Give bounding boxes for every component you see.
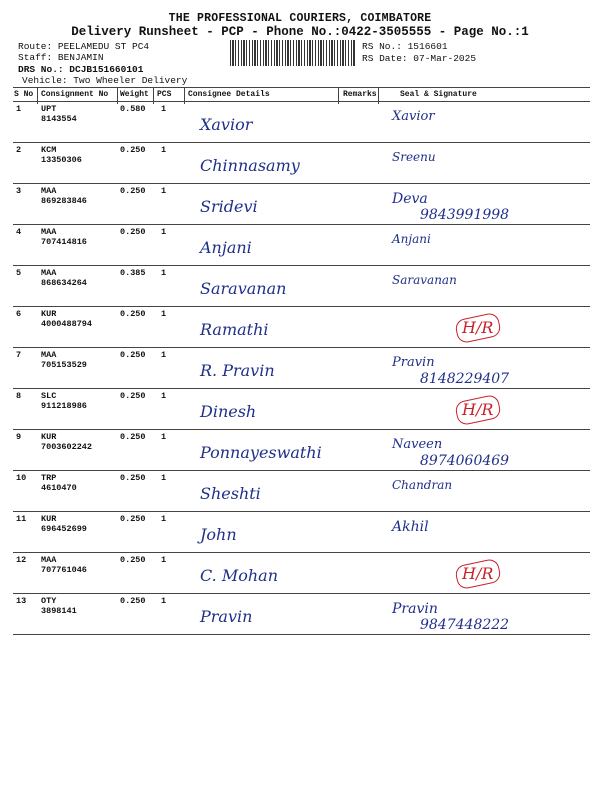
col-pcs: PCS — [157, 90, 172, 99]
consignee-handwritten-name: Pravin — [200, 607, 253, 626]
col-weight: Weight — [120, 90, 149, 99]
signature: Saravanan — [392, 273, 457, 287]
row-sno: 2 — [16, 145, 22, 155]
row-consignment-no: SLC 911218986 — [41, 391, 87, 411]
row-weight: 0.250 — [120, 309, 146, 319]
hr-circle-mark — [454, 312, 502, 345]
row-weight: 0.250 — [120, 391, 146, 401]
consignee-handwritten-name: Sheshti — [200, 484, 261, 503]
vehicle-label: Vehicle: Two Wheeler Delivery — [22, 75, 188, 86]
row-weight: 0.250 — [120, 350, 146, 360]
signature: Chandran — [392, 478, 453, 492]
row-weight: 0.250 — [120, 596, 146, 606]
row-sno: 11 — [16, 514, 27, 524]
col-divider — [184, 88, 185, 104]
handwritten-phone-number: 8974060469 — [420, 453, 510, 469]
header-top-rule — [13, 87, 590, 88]
row-weight: 0.250 — [120, 514, 146, 524]
col-divider — [117, 88, 118, 104]
consignee-handwritten-name: Saravanan — [200, 279, 287, 298]
signature: Naveen — [392, 437, 443, 452]
row-weight: 0.250 — [120, 473, 146, 483]
row-rule — [13, 634, 590, 635]
row-rule — [13, 265, 590, 266]
signature: Pravin — [392, 601, 438, 617]
row-weight: 0.250 — [120, 145, 146, 155]
col-divider — [153, 88, 154, 104]
consignee-handwritten-name: Xavior — [200, 115, 253, 134]
signature: Akhil — [392, 519, 429, 535]
row-consignment-no: MAA 868634264 — [41, 268, 87, 288]
row-consignment-no: MAA 869283846 — [41, 186, 87, 206]
signature: Pravin — [392, 355, 435, 370]
row-consignment-no: KUR 696452699 — [41, 514, 87, 534]
hr-remark-mark: H/R — [462, 400, 494, 419]
consignee-handwritten-name: Sridevi — [200, 197, 258, 216]
row-consignment-no: TRP 4610470 — [41, 473, 77, 493]
row-sno: 5 — [16, 268, 22, 278]
row-weight: 0.250 — [120, 227, 146, 237]
row-consignment-no: MAA 707761046 — [41, 555, 87, 575]
col-seal-signature: Seal & Signature — [400, 90, 477, 99]
row-sno: 8 — [16, 391, 22, 401]
consignee-handwritten-name: Ramathi — [200, 320, 269, 339]
consignee-handwritten-name: Anjani — [200, 238, 252, 257]
row-rule — [13, 388, 590, 389]
row-weight: 0.580 — [120, 104, 146, 114]
drs-label: DRS No.: DCJB151660101 — [18, 64, 144, 75]
row-sno: 3 — [16, 186, 22, 196]
row-pcs: 1 — [161, 268, 167, 278]
hr-circle-mark — [454, 558, 502, 591]
row-sno: 12 — [16, 555, 27, 565]
row-rule — [13, 142, 590, 143]
row-rule — [13, 593, 590, 594]
signature: Deva — [392, 191, 428, 207]
signature: Sreenu — [392, 150, 436, 164]
consignee-handwritten-name: C. Mohan — [200, 566, 279, 585]
consignee-handwritten-name: Dinesh — [200, 402, 257, 421]
row-rule — [13, 470, 590, 471]
handwritten-phone-number: 8148229407 — [420, 371, 510, 387]
row-pcs: 1 — [161, 432, 167, 442]
row-consignment-no: KUR 4000488794 — [41, 309, 93, 329]
row-pcs: 1 — [161, 227, 167, 237]
row-consignment-no: MAA 705153529 — [41, 350, 87, 370]
row-pcs: 1 — [161, 309, 167, 319]
col-divider — [378, 88, 379, 104]
signature: Anjani — [392, 232, 431, 246]
row-pcs: 1 — [161, 145, 167, 155]
col-divider — [37, 88, 38, 104]
row-rule — [13, 552, 590, 553]
handwritten-phone-number: 9847448222 — [420, 617, 510, 633]
row-consignment-no: KCM 13350306 — [41, 145, 82, 165]
row-rule — [13, 183, 590, 184]
row-pcs: 1 — [161, 350, 167, 360]
row-sno: 4 — [16, 227, 22, 237]
row-consignment-no: UPT 8143554 — [41, 104, 77, 124]
row-pcs: 1 — [161, 514, 167, 524]
barcode — [230, 40, 355, 66]
hr-remark-mark: H/R — [462, 564, 494, 583]
rs-number: RS No.: 1516601 — [362, 41, 448, 52]
row-pcs: 1 — [161, 104, 167, 114]
row-weight: 0.385 — [120, 268, 146, 278]
row-sno: 6 — [16, 309, 22, 319]
row-pcs: 1 — [161, 391, 167, 401]
row-rule — [13, 429, 590, 430]
row-pcs: 1 — [161, 473, 167, 483]
col-sno: S No — [14, 90, 34, 99]
row-pcs: 1 — [161, 555, 167, 565]
row-consignment-no: KUR 7003602242 — [41, 432, 93, 452]
consignee-handwritten-name: R. Pravin — [200, 361, 275, 380]
row-sno: 1 — [16, 104, 22, 114]
col-consignment: Consignment No — [41, 90, 109, 99]
hr-remark-mark: H/R — [462, 318, 494, 337]
row-rule — [13, 306, 590, 307]
handwritten-phone-number: 9843991998 — [420, 207, 510, 223]
col-consignee: Consignee Details — [188, 90, 270, 99]
header-bottom-rule — [13, 101, 590, 102]
row-rule — [13, 224, 590, 225]
consignee-handwritten-name: John — [200, 525, 237, 544]
row-sno: 10 — [16, 473, 27, 483]
row-pcs: 1 — [161, 596, 167, 606]
signature: Xavior — [392, 109, 435, 124]
row-weight: 0.250 — [120, 555, 146, 565]
consignee-handwritten-name: Chinnasamy — [200, 156, 300, 175]
consignee-handwritten-name: Ponnayeswathi — [200, 443, 322, 462]
row-rule — [13, 511, 590, 512]
runsheet-title: Delivery Runsheet - PCP - Phone No.:0422-3505555 - Page No.:1 — [71, 25, 529, 39]
hr-circle-mark — [454, 394, 502, 427]
row-sno: 7 — [16, 350, 22, 360]
row-sno: 9 — [16, 432, 22, 442]
rs-date: RS Date: 07-Mar-2025 — [362, 53, 477, 64]
staff-label: Staff: BENJAMIN — [18, 52, 104, 63]
row-rule — [13, 347, 590, 348]
row-consignment-no: MAA 707414816 — [41, 227, 87, 247]
row-sno: 13 — [16, 596, 27, 606]
col-remarks: Remarks — [343, 90, 377, 99]
col-divider — [338, 88, 339, 104]
row-weight: 0.250 — [120, 186, 146, 196]
row-pcs: 1 — [161, 186, 167, 196]
row-consignment-no: OTY 3898141 — [41, 596, 77, 616]
route-label: Route: PEELAMEDU ST PC4 — [18, 41, 150, 52]
company-title: THE PROFESSIONAL COURIERS, COIMBATORE — [168, 12, 432, 25]
row-weight: 0.250 — [120, 432, 146, 442]
